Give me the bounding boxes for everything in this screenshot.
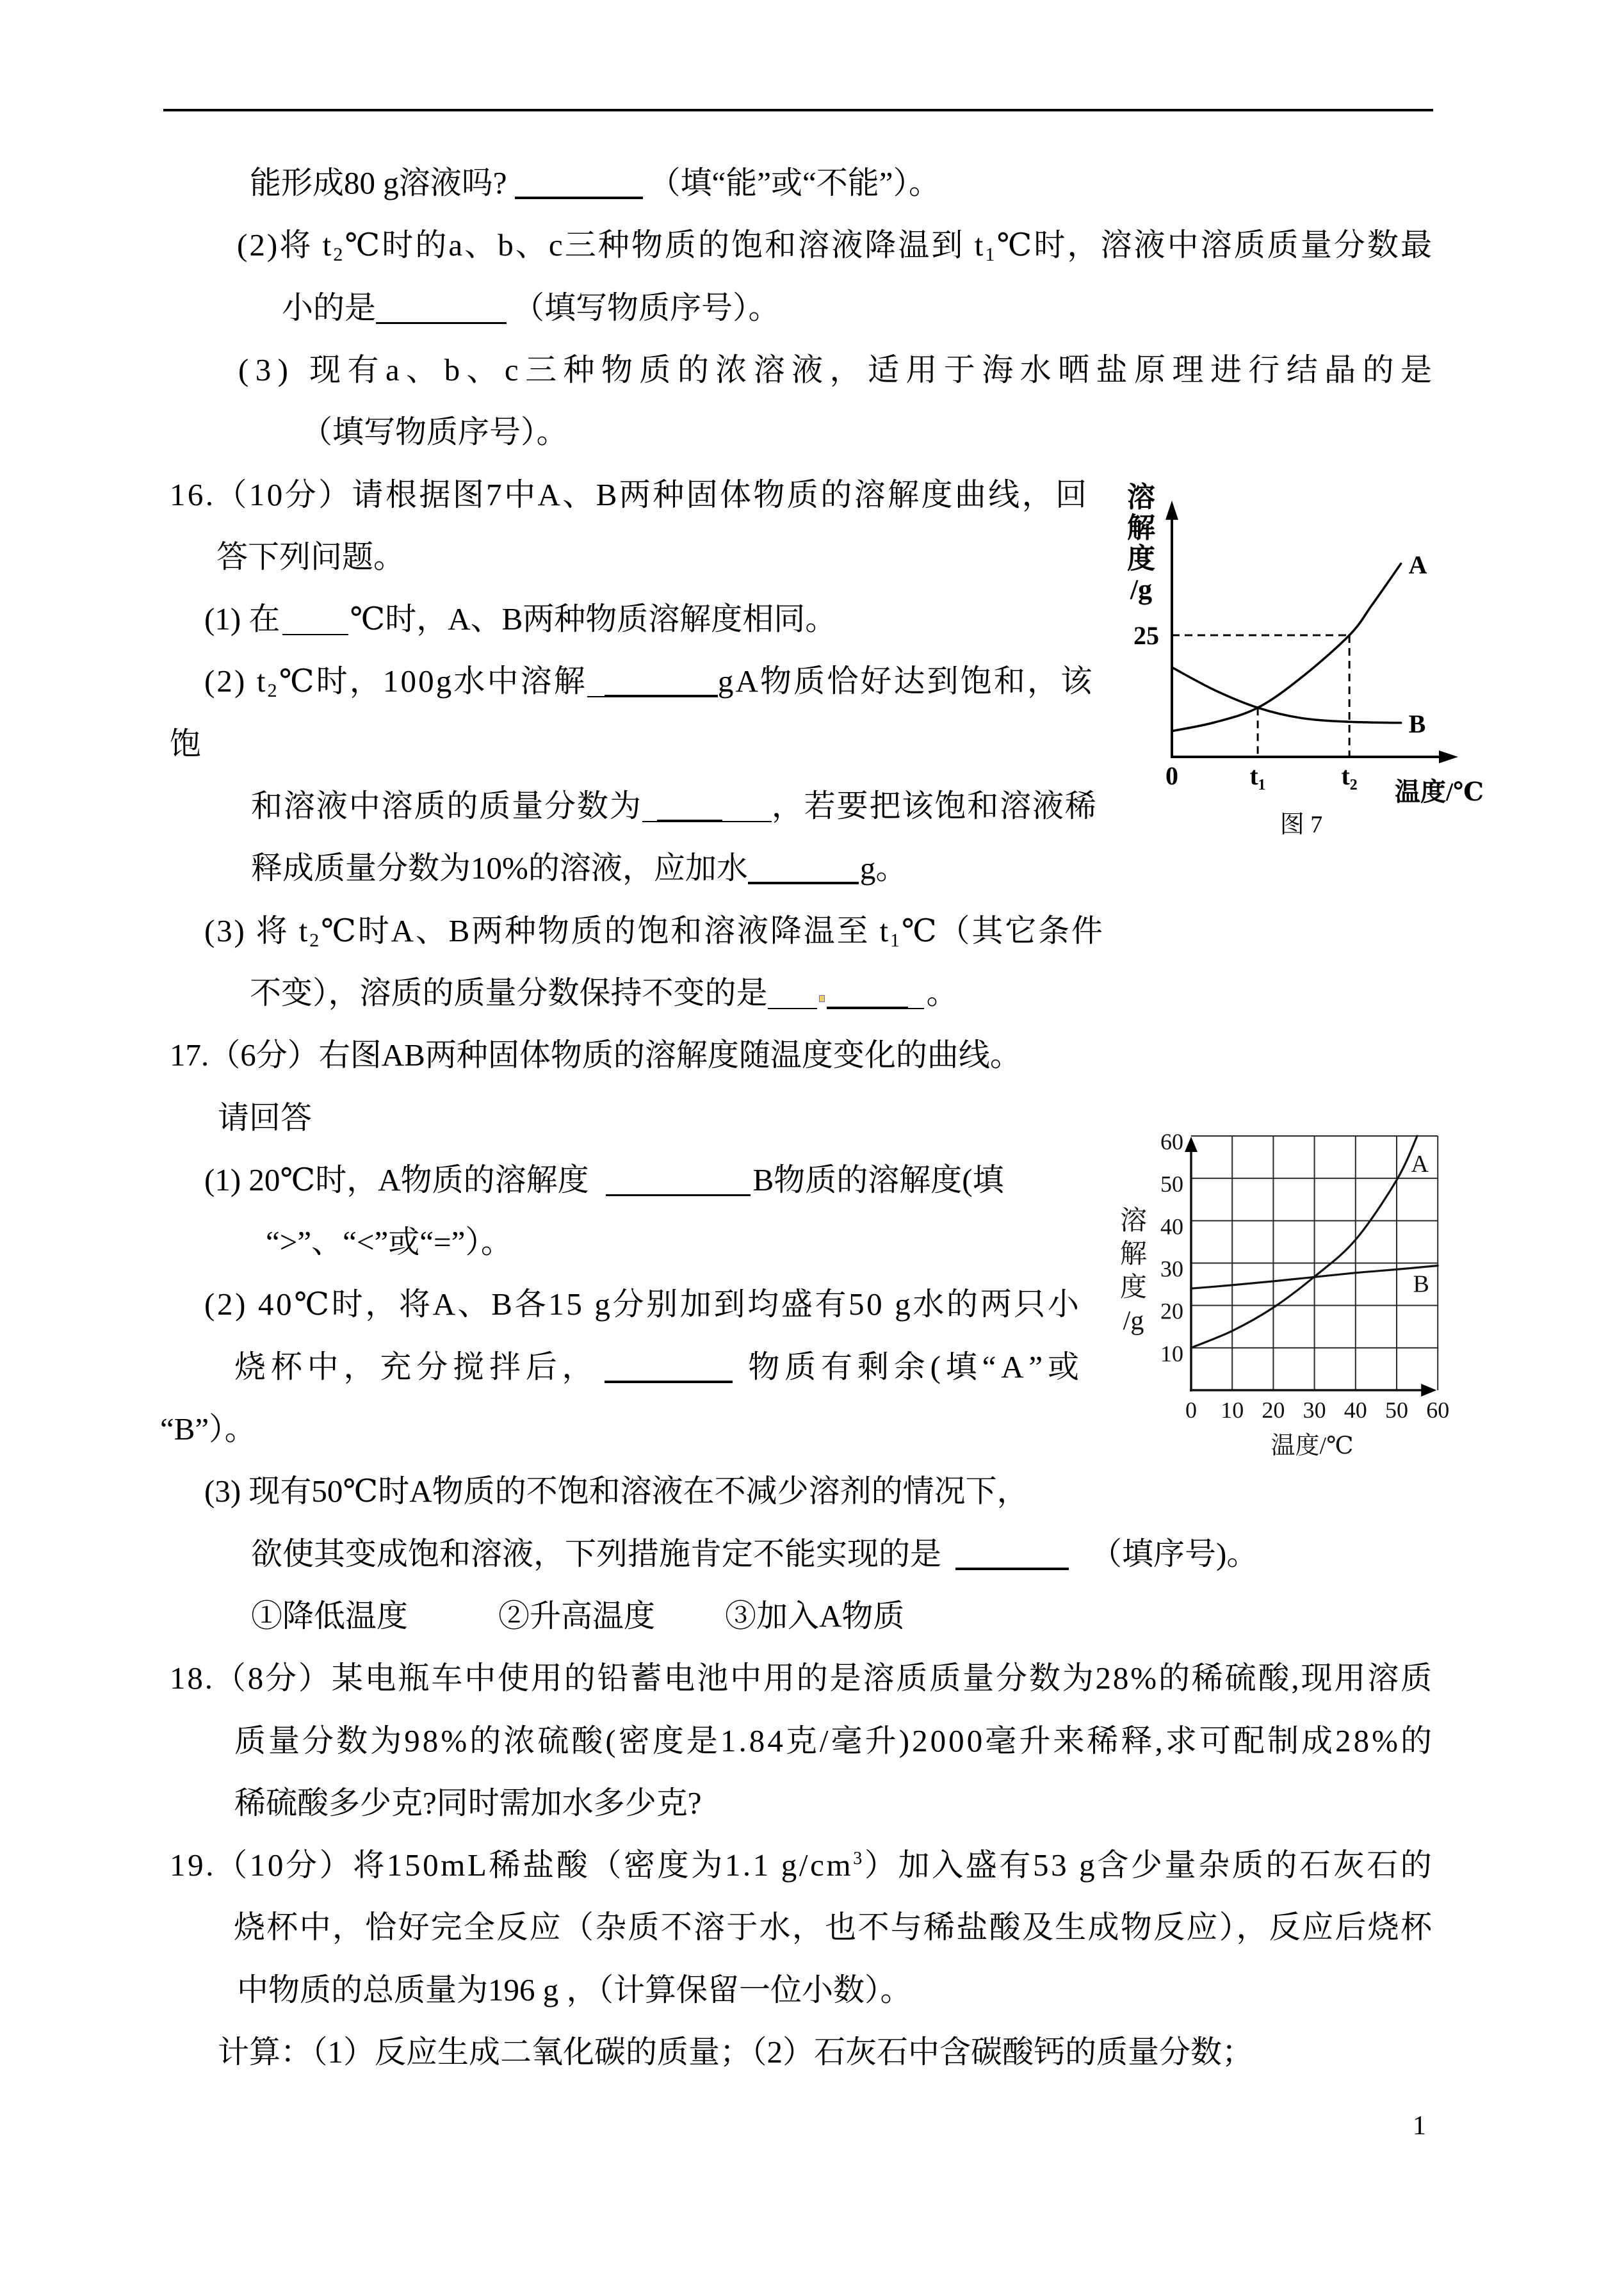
x-tick-label: 40	[1344, 1397, 1367, 1423]
text-line	[250, 974, 958, 1012]
x-tick-label: 50	[1385, 1397, 1408, 1423]
question-text: 。	[926, 975, 958, 1010]
solubility-chart-y-axis-title: 溶解度/g	[1119, 1206, 1147, 1336]
answer-blank	[515, 197, 643, 199]
text-line	[251, 1535, 1258, 1573]
text-line	[250, 164, 940, 202]
series-curve-b	[1172, 667, 1401, 723]
question-text: （填写物质序号）。	[301, 414, 568, 450]
question-text: 小的是	[282, 290, 377, 325]
answer-blank	[606, 1194, 751, 1196]
question-text: ）加入盛有53 g含少量杂质的石灰石的	[864, 1847, 1434, 1883]
question-text: B物质的溶解度(填	[752, 1162, 1004, 1197]
y-tick-label: 50	[1160, 1171, 1183, 1197]
text-line	[251, 787, 1098, 825]
question-text: gA物质恰好达到饱和，该	[717, 663, 1094, 699]
text-line	[204, 1472, 1028, 1511]
question-text: (2) 40℃时，将A、B各15 g分别加到均盛有50 g水的两只小	[204, 1286, 1082, 1322]
text-line	[266, 1223, 512, 1261]
fig7-y-axis-title: 溶解度/g	[1127, 482, 1155, 605]
text-line	[234, 1908, 1433, 1947]
subscript: 2	[309, 930, 321, 951]
text-line	[237, 1971, 912, 2009]
page-number: 1	[1413, 2111, 1426, 2141]
series-label-b: B	[1408, 709, 1426, 738]
question-text: 请回答	[218, 1100, 313, 1135]
question-heading	[170, 1659, 1434, 1698]
x-tick-label: 0	[1185, 1397, 1197, 1423]
text-line	[301, 413, 568, 451]
header-rule	[163, 109, 1433, 111]
question-text: ℃时，A、B两种物质溶解度相同。	[350, 601, 837, 637]
question-text: ℃时的a、b、c三种物质的饱和溶液降温到 t	[345, 227, 986, 263]
answer-blank	[955, 1568, 1069, 1570]
question-text: 物质有剩余(填“A”或	[748, 1349, 1084, 1384]
x-tick-label: t₁	[1249, 761, 1266, 790]
x-axis-arrow-icon	[1439, 750, 1458, 763]
question-text: 答下列问题。	[216, 539, 405, 574]
question-text: ℃时A、B两种物质的饱和溶液降温至 t	[321, 913, 890, 948]
question-text: 烧杯中，充分搅拌后，	[234, 1349, 599, 1384]
x-tick-label: t₂	[1341, 761, 1358, 790]
text-line	[204, 662, 1094, 701]
text-line	[238, 351, 1438, 389]
text-line	[251, 849, 907, 888]
question-text: （填“能”或“不能”）。	[649, 165, 940, 200]
question-text: (2)将 t	[237, 227, 334, 263]
question-heading	[170, 476, 1089, 514]
question-text: 不变），溶质的质量分数保持不变的是	[250, 975, 768, 1010]
x-tick-label: 20	[1262, 1397, 1285, 1423]
text-line	[218, 2033, 1253, 2072]
series-label-a: A	[1411, 1150, 1429, 1178]
y-tick-label: 60	[1160, 1128, 1183, 1155]
text-line	[218, 1099, 312, 1137]
answer-blank	[605, 695, 718, 697]
origin-label: 0	[1165, 761, 1178, 790]
question-text: g。	[859, 850, 907, 886]
question-text: 释成质量分数为10%的溶液，应加水	[251, 850, 748, 886]
answer-blank	[587, 696, 605, 697]
question-text: 计算：（1）反应生成二氧化碳的质量；（2）石灰石中含碳酸钙的质量分数；	[218, 2034, 1254, 2070]
x-tick-label: 10	[1221, 1397, 1244, 1423]
question-text: (3) 现有a、b、c三种物质的浓溶液，适用于海水晒盐原理进行结晶的是	[238, 352, 1439, 387]
text-line	[234, 1722, 1434, 1760]
question-text: (3) 将 t	[204, 913, 310, 948]
figure-7-solubility-chart	[1114, 474, 1498, 858]
question-text: 和溶液中溶质的质量分数为	[251, 788, 642, 823]
subscript: 2	[333, 244, 345, 265]
answer-blank	[908, 1008, 924, 1009]
series-label-a: A	[1408, 550, 1427, 580]
question-text: 能形成80 g溶液吗?	[250, 165, 507, 200]
question-text: 质量分数为98%的浓硫酸(密度是1.84克/毫升)2000毫升来稀释,求可配制成28%的	[234, 1723, 1435, 1758]
answer-blank	[722, 821, 772, 822]
question-heading	[170, 1036, 1021, 1075]
question-text: ℃时，100g水中溶解	[279, 663, 587, 699]
question-text: 18.（8分）某电瓶车中使用的铅蓄电池中用的是溶质质量分数为28%的稀硫酸,现用溶质	[170, 1660, 1434, 1696]
answer-blank	[748, 882, 859, 884]
option-item: ①降低温度	[251, 1598, 409, 1634]
text-line	[237, 226, 1434, 264]
text-line	[204, 1285, 1082, 1324]
text-line	[216, 538, 405, 576]
question-text: 烧杯中，恰好完全反应（杂质不溶于水，也不与稀盐酸及生成物反应），反应后烧杯	[234, 1910, 1434, 1945]
answer-blank	[282, 634, 348, 635]
question-text: ℃（其它条件	[901, 913, 1105, 948]
question-text: （填写物质序号）。	[513, 290, 780, 325]
text-line	[234, 1784, 702, 1822]
q17-solubility-chart	[1114, 1127, 1473, 1473]
question-text: (1) 20℃时，A物质的溶解度	[204, 1162, 589, 1197]
question-text: ，若要把该饱和溶液稀	[771, 788, 1098, 823]
subscript: 2	[267, 680, 279, 701]
option-item: ②升高温度	[498, 1598, 656, 1634]
question-text: “>”、“<”或“=”）。	[266, 1224, 512, 1260]
text-line	[204, 600, 836, 638]
question-text: 饱	[170, 726, 202, 761]
x-axis-title: 温度/℃	[1271, 1432, 1354, 1459]
y-tick-label: 10	[1160, 1340, 1183, 1366]
answer-blank	[768, 1008, 817, 1009]
question-text: ℃时，溶液中溶质质量分数最	[996, 227, 1434, 263]
answer-blank	[642, 821, 657, 822]
answer-blank	[376, 322, 507, 324]
y-tick-label: 20	[1160, 1298, 1183, 1324]
figure-caption: 图 7	[1279, 811, 1323, 838]
answer-blank	[657, 820, 722, 822]
text-line	[204, 1161, 1004, 1199]
question-text: (3) 现有50℃时A物质的不饱和溶液在不减少溶剂的情况下，	[204, 1473, 1028, 1509]
series-label-b: B	[1413, 1270, 1429, 1298]
answer-blank	[827, 1007, 908, 1009]
edit-marker-icon	[819, 995, 825, 1002]
question-text: (2) t	[204, 663, 268, 699]
question-text: 中物质的总质量为196 g ，（计算保留一位小数）。	[237, 1972, 912, 2007]
subscript: 1	[985, 244, 997, 265]
option-item: ③加入A物质	[725, 1598, 905, 1634]
question-text: （填序号)。	[1091, 1536, 1258, 1571]
text-line	[170, 725, 201, 763]
question-text: 16.（10分）请根据图7中A、B两种固体物质的溶解度曲线，回	[170, 477, 1089, 512]
x-tick-label: 30	[1303, 1397, 1326, 1423]
x-tick-label: 60	[1426, 1397, 1450, 1423]
question-text: 17.（6分）右图AB两种固体物质的溶解度随温度变化的曲线。	[170, 1037, 1021, 1073]
question-text: “B”）。	[160, 1411, 256, 1447]
x-axis-title: 温度/℃	[1395, 777, 1484, 806]
subscript: 1	[889, 930, 902, 951]
y-tick-label: 25	[1133, 621, 1159, 650]
series-curve-a	[1172, 564, 1401, 731]
text-line	[234, 1348, 1084, 1386]
question-text: 19.（10分）将150mL稀盐酸（密度为1.1 g/cm	[170, 1847, 854, 1883]
series-curve-a	[1191, 1136, 1417, 1348]
text-line	[160, 1410, 256, 1448]
y-tick-label: 30	[1160, 1256, 1183, 1282]
y-tick-label: 40	[1160, 1213, 1183, 1240]
answer-blank	[605, 1381, 733, 1383]
question-heading	[170, 1846, 1434, 1885]
x-axis-arrow-icon	[1421, 1384, 1436, 1397]
question-text: 欲使其变成饱和溶液，下列措施肯定不能实现的是	[251, 1536, 942, 1571]
y-axis-arrow-icon	[1185, 1137, 1198, 1152]
superscript: 3	[853, 1849, 865, 1869]
text-line	[282, 289, 780, 327]
y-axis-arrow-icon	[1165, 501, 1178, 520]
text-line	[204, 912, 1105, 950]
question-text: 稀硫酸多少克?同时需加水多少克?	[234, 1785, 702, 1821]
question-text: (1) 在	[204, 601, 280, 637]
